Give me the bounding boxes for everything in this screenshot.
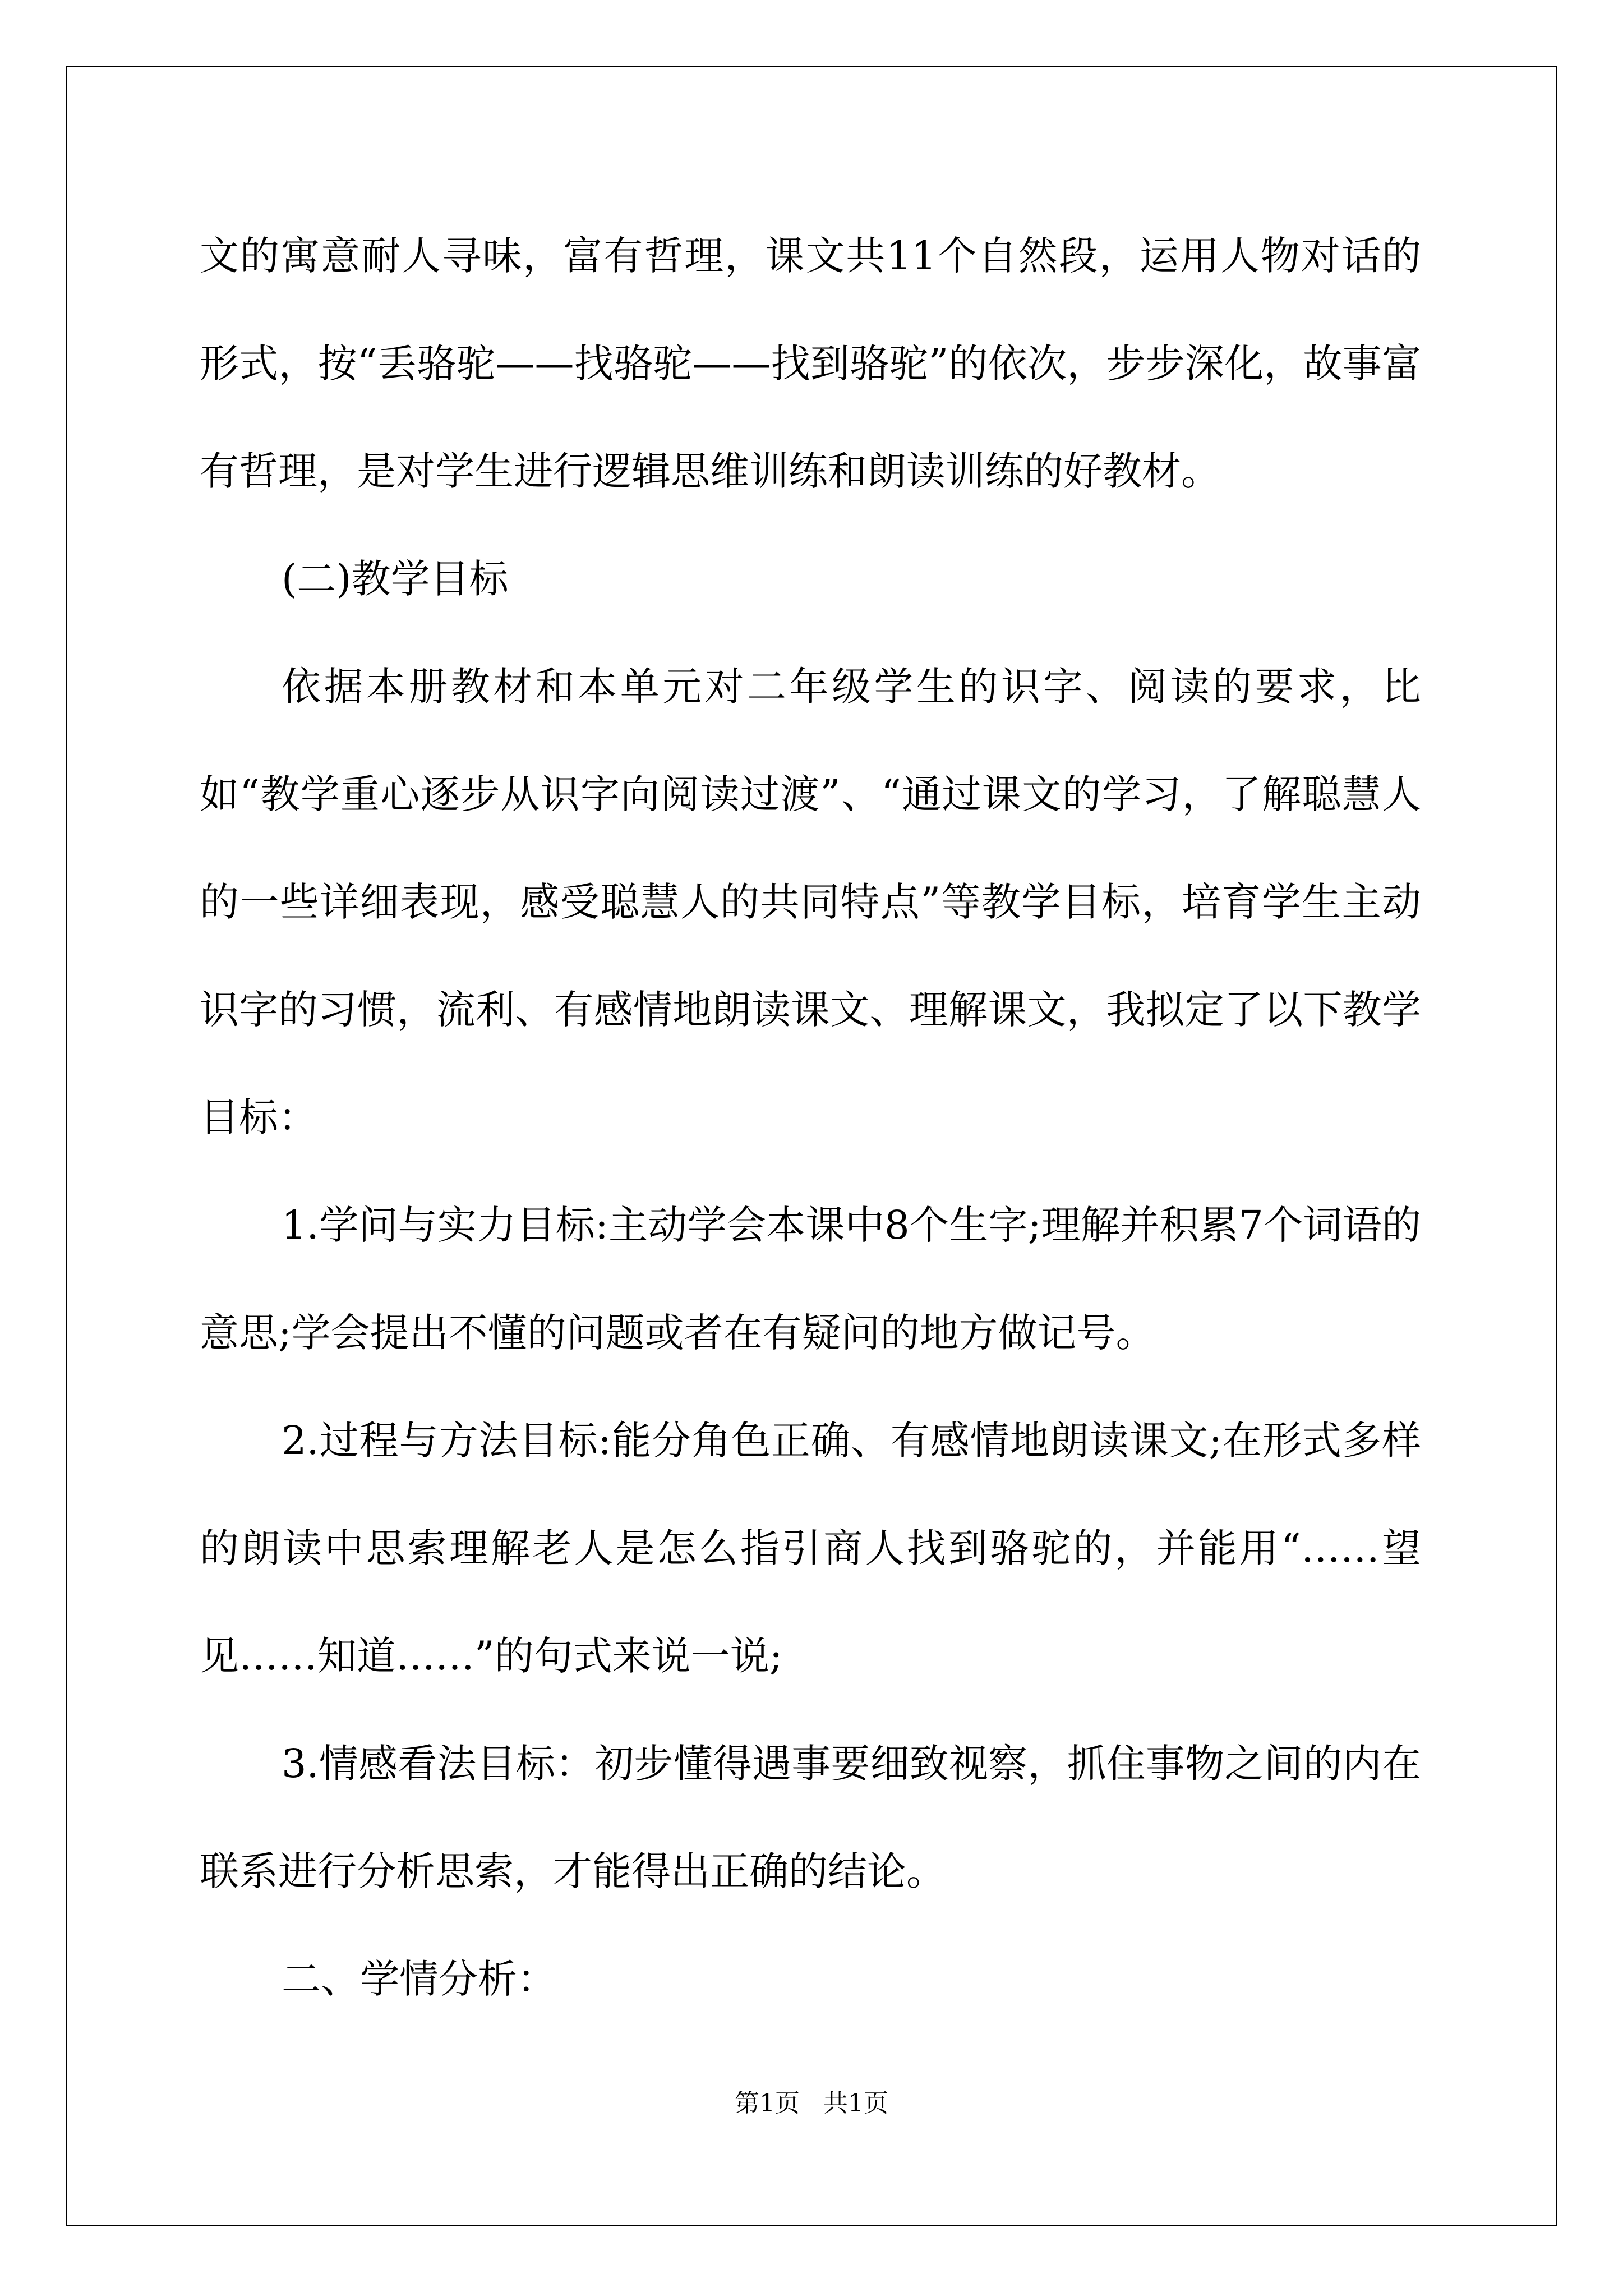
page-number: 第1页 bbox=[735, 2089, 800, 2118]
paragraph-objective-process: 2.过程与方法目标:能分角色正确、有感情地朗读课文;在形式多样的朗读中思索理解老人是怎么指引商人找到骆驼的，并能用“……望见……知道……”的句式来说一说; bbox=[200, 1418, 1421, 1679]
paragraph-objectives-basis: 依据本册教材和本单元对二年级学生的识字、阅读的要求，比如“教学重心逐步从识字向阅读过渡”、“通过课文的学习，了解聪慧人的一些详细表现，感受聪慧人的共同特点”等教学目标，培育学生主动识字的习惯，流利、有感情地朗读课文、理解课文，我拟定了以下教学目标： bbox=[200, 664, 1421, 1140]
paragraph-objective-emotion: 3.情感看法目标：初步懂得遇事要细致视察，抓住事物之间的内在联系进行分析思索，才能得出正确的结论。 bbox=[200, 1741, 1421, 1894]
paragraph-intro-continued: 文的寓意耐人寻味，富有哲理，课文共11个自然段，运用人物对话的形式，按“丢骆驼——找骆驼——找到骆驼”的依次，步步深化，故事富有哲理，是对学生进行逻辑思维训练和朗读训练的好教材。 bbox=[200, 233, 1421, 494]
paragraph-objective-knowledge: 1.学问与实力目标:主动学会本课中8个生字;理解并积累7个词语的意思;学会提出不懂的问题或者在有疑问的地方做记号。 bbox=[200, 1202, 1421, 1356]
heading-teaching-objectives: (二)教学目标 bbox=[282, 556, 509, 602]
page-total: 共1页 bbox=[823, 2089, 888, 2118]
document-body bbox=[200, 202, 1421, 2033]
heading-learner-analysis: 二、学情分析： bbox=[282, 1956, 556, 2002]
page-footer bbox=[0, 2087, 1623, 2120]
